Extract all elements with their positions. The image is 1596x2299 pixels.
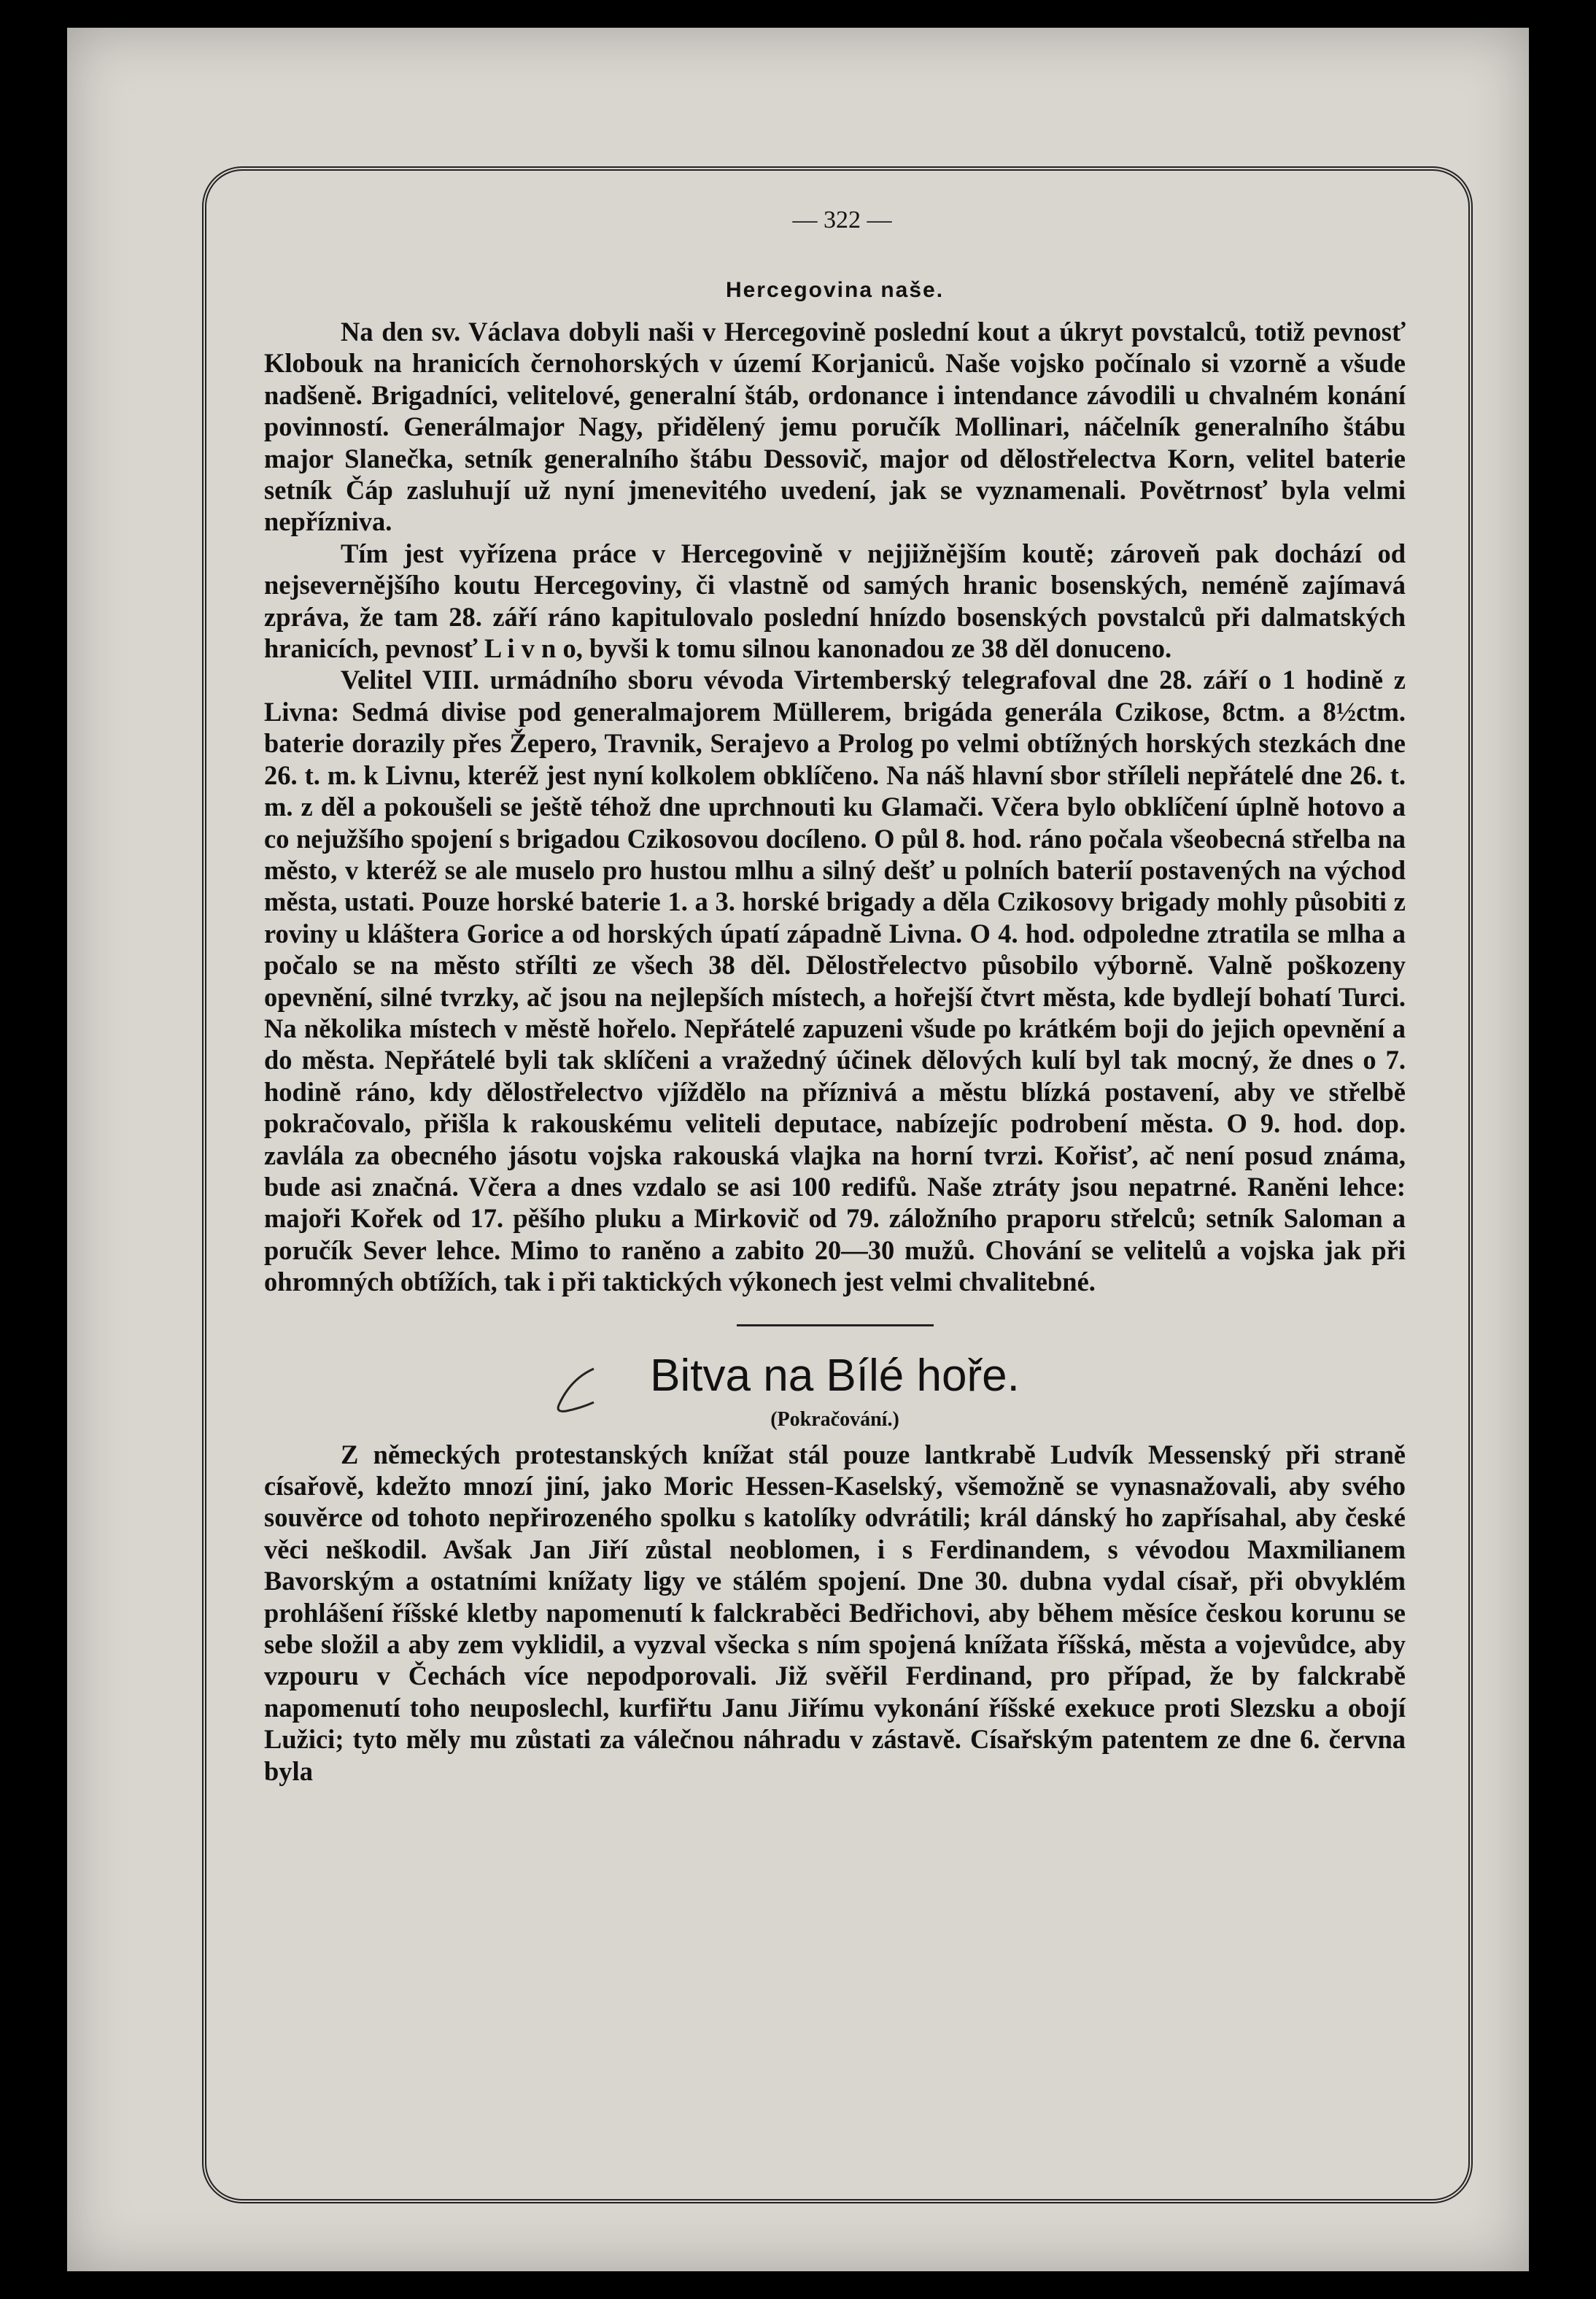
page-background — [67, 28, 1529, 2271]
continuation-note: (Pokračování.) — [770, 1407, 899, 1431]
article-title-text: Bitva na Bílé hoře. — [650, 1350, 1020, 1401]
page-content — [264, 206, 1406, 1787]
paragraph: Tím jest vyřízena práce v Hercegovině v nejjižnějším koutě; zároveň pak dochází od nejsevernějšího koutu Hercegoviny, či vlastně od samých hranic bosenských, neméně zajímavá zpráva, že tam 28. září ráno kapitulovalo poslední hnízdo bosenských povstalců při dalmatských hranicích, pevnosť L i v n o, byvši k tomu silnou kanonadou ze 38 děl donuceno. — [264, 538, 1406, 664]
article-hercegovina — [264, 316, 1406, 1298]
title-flourish-icon — [549, 1364, 600, 1415]
paragraph: Z německých protestanských knížat stál pouze lantkrabě Ludvík Messenský při straně císařově, kdežto mnozí jiní, jako Moric Hessen-Kaselský, všemožně se vynasnažovali, aby svého souvěrce od tohoto nepřirozeného spolku s katolíky odvrátili; král dánský ho zapřísahal, aby české věci neškodil. Avšak Jan Jiří zůstal neoblomen, i s Ferdinandem, s vévodou Maxmilianem Bavorským a ostatními knížaty ligy ve stálém spojení. Dne 30. dubna vydal císař, při obvyklém prohlášení říšské kletby napomenutí k falckraběci Bedřichovi, aby během měsíce českou korunu se sebe složil a aby zem vyklidil, a vyzval všecka s ním spojená knížata říšská, města a vojevůdce, aby vzpouru v Čechách více nepodporovali. Již svěřil Ferdinand, pro případ, že by falckrabě napomenutí toho neuposlechl, kurfiřtu Janu Jiřímu vykonání říšské exekuce proti Slezsku a obojí Lužici; tyto měly mu zůstati za válečnou náhradu v zástavě. Císařským patentem ze dne 6. června byla — [264, 1439, 1406, 1786]
article-bila-hora — [264, 1439, 1406, 1787]
section-title-hercegovina: Hercegovina naše. — [725, 278, 945, 302]
article-title-bila-hora — [264, 1350, 1406, 1402]
paragraph: Velitel VIII. urmádního sboru vévoda Virtemberský telegrafoval dne 28. září o 1 hodině z Livna: Sedmá divise pod generalmajorem Müllerem, brigáda generála Czikose, 8ctm. a 8½ctm. baterie dorazily přes Žepero, Travnik, Serajevo a Prolog po velmi obtížných horských stezkách dne 26. t. m. k Livnu, kteréž jest nyní kolkolem obklíčeno. Na náš hlavní sbor stříleli nepřátelé dne 26. t. m. z děl a pokoušeli se ještě téhož dne uprchnouti ku Glamači. Včera bylo obklíčení úplně hotovo a co nejužšího spojení s brigadou Czikosovou docíleno. O půl 8. hod. ráno počala všeobecná střelba na město, v kteréž se ale muselo pro hustou mlhu a silný dešť u polních baterií postavených na východ města, ustati. Pouze horské baterie 1. a 3. horské brigady a děla Czikosovy brigady mohly působiti z roviny u kláštera Gorice a od horských úpatí západně Livna. O 4. hod. odpoledne ztratila se mlha a počalo se na město střílti ze všech 38 děl. Dělostřelectvo působilo výborně. Valně poškozeny opevnění, silné tvrzky, ač jsou na nejlepších místech, a hořejší čtvrt města, kde bydlejí bohatí Turci. Na několika místech v městě hořelo. Nepřátelé zapuzeni všude po krátkém boji do jejich opevnění a do města. Nepřátelé byli tak sklíčeni a vražedný účinek dělových kulí byl tak mocný, že dnes o 7. hodině ráno, kdy dělostřelectvo vjíždělo na příznivá a městu blízká postavení, aby ve střelbě pokračovalo, přišla k rakouskému veliteli deputace, nabízejíc podrobení města. O 9. hod. dop. zavlála za obecného jásotu vojska rakouská vlajka na horní tvrzi. Kořisť, ač není posud známa, bude asi značná. Včera a dnes vzdalo se asi 100 redifů. Naše ztráty jsou nepatrné. Raněni lehce: majoři Kořek od 17. pěšího pluku a Mirkovič od 79. záložního praporu střelců; setník Saloman a poručík Sever lehce. Mimo to raněno a zabito 20—30 mužů. Chování se velitelů a vojska jak při ohromných obtížích, tak i při taktických výkonech jest velmi chvalitebné. — [264, 665, 1406, 1297]
paragraph: Na den sv. Václava dobyli naši v Hercegovině poslední kout a úkryt povstalců, totiž pevnosť Klobouk na hranicích černohorských v území Korjaniců. Naše vojsko počínalo si vzorně a všude nadšeně. Brigadníci, velitelové, generalní štáb, ordonance i intendance závodili u chvalném konání povinností. Generálmajor Nagy, přidělený jemu poručík Mollinari, náčelník generalního štábu major Slanečka, setník generalního štábu Dessovič, major od dělostřelectva Korn, velitel baterie setník Čáp zasluhují už nyní jmenevitého uvedení, jak se vyznamenali. Povětrnosť byla velmi nepřízniva. — [264, 317, 1406, 537]
section-divider — [737, 1324, 934, 1326]
page-number: — 322 — — [792, 206, 892, 233]
